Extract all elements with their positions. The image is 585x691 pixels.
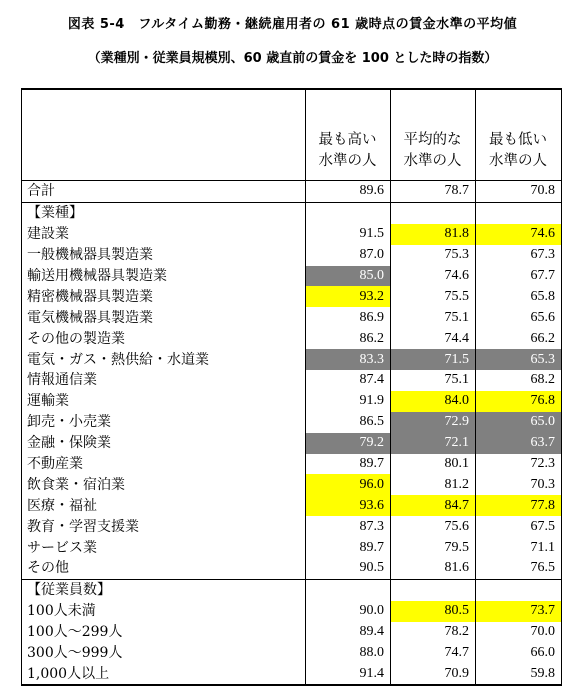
table-row: [22, 558, 562, 579]
value-average: 84.7: [391, 495, 476, 516]
value-average: 81.2: [391, 474, 476, 495]
value-lowest: 65.0: [476, 412, 562, 433]
table-row: [22, 601, 562, 622]
header-corner: [22, 89, 306, 181]
value-lowest: 72.3: [476, 454, 562, 475]
row-label: 【従業員数】: [22, 579, 306, 600]
value-lowest: 59.8: [476, 663, 562, 685]
row-label: 輸送用機械器具製造業: [22, 266, 306, 287]
value-highest: 87.3: [306, 516, 391, 537]
value-average: 75.5: [391, 286, 476, 307]
table-row: [22, 370, 562, 391]
value-average: 72.1: [391, 433, 476, 454]
value-highest: 83.3: [306, 349, 391, 370]
row-label: 飲食業・宿泊業: [22, 474, 306, 495]
table-row: [22, 495, 562, 516]
table-row: [22, 643, 562, 664]
row-label: 1,000人以上: [22, 663, 306, 685]
row-label: 【業種】: [22, 202, 306, 223]
table-row: [22, 537, 562, 558]
row-label: 金融・保険業: [22, 433, 306, 454]
row-label: 卸売・小売業: [22, 412, 306, 433]
value-highest: 86.2: [306, 328, 391, 349]
value-lowest: 68.2: [476, 370, 562, 391]
value-lowest: 63.7: [476, 433, 562, 454]
value-lowest: 73.7: [476, 601, 562, 622]
value-average: 70.9: [391, 663, 476, 685]
value-lowest: 67.7: [476, 266, 562, 287]
row-label: 電気・ガス・熱供給・水道業: [22, 349, 306, 370]
value-lowest: 65.8: [476, 286, 562, 307]
page-title: 図表 5-4 フルタイム勤務・継続雇用者の 61 歳時点の賃金水準の平均値: [67, 17, 518, 32]
table-row: [22, 579, 562, 600]
value-average: 75.3: [391, 245, 476, 266]
header-highest: 最も高い 水準の人: [306, 89, 391, 181]
value-average: 81.6: [391, 558, 476, 579]
value-average: [391, 202, 476, 223]
value-highest: 89.7: [306, 454, 391, 475]
row-label: 運輸業: [22, 391, 306, 412]
header-average: 平均的な 水準の人: [391, 89, 476, 181]
value-highest: 88.0: [306, 643, 391, 664]
value-lowest: 77.8: [476, 495, 562, 516]
table-row: [22, 622, 562, 643]
value-average: 71.5: [391, 349, 476, 370]
row-label: 合計: [22, 181, 306, 203]
value-average: 78.7: [391, 181, 476, 203]
row-label: その他の製造業: [22, 328, 306, 349]
value-lowest: [476, 202, 562, 223]
value-average: 75.1: [391, 307, 476, 328]
row-label: 100人未満: [22, 601, 306, 622]
table-row: [22, 307, 562, 328]
value-highest: 87.4: [306, 370, 391, 391]
table-row: [22, 516, 562, 537]
row-label: 教育・学習支援業: [22, 516, 306, 537]
value-average: 80.1: [391, 454, 476, 475]
table-body: [22, 89, 562, 685]
table-row: [22, 202, 562, 223]
header-row: [22, 89, 562, 181]
page-subtitle: （業種別・従業員規模別、60 歳直前の賃金を 100 とした時の指数）: [87, 51, 498, 66]
value-highest: 89.6: [306, 181, 391, 203]
table-row: [22, 224, 562, 245]
value-highest: 89.4: [306, 622, 391, 643]
value-highest: [306, 202, 391, 223]
header-lowest: 最も低い 水準の人: [476, 89, 562, 181]
value-highest: 91.9: [306, 391, 391, 412]
value-highest: 91.5: [306, 224, 391, 245]
table-row: [22, 349, 562, 370]
value-lowest: 65.3: [476, 349, 562, 370]
value-average: 74.6: [391, 266, 476, 287]
value-lowest: 70.0: [476, 622, 562, 643]
table-row: [22, 245, 562, 266]
value-average: 74.7: [391, 643, 476, 664]
value-highest: 87.0: [306, 245, 391, 266]
value-lowest: 70.8: [476, 181, 562, 203]
value-average: 80.5: [391, 601, 476, 622]
value-highest: 79.2: [306, 433, 391, 454]
value-lowest: 76.5: [476, 558, 562, 579]
value-highest: 90.5: [306, 558, 391, 579]
table-row: [22, 454, 562, 475]
value-lowest: 67.3: [476, 245, 562, 266]
value-highest: 89.7: [306, 537, 391, 558]
value-lowest: 76.8: [476, 391, 562, 412]
value-highest: 93.6: [306, 495, 391, 516]
value-lowest: 67.5: [476, 516, 562, 537]
table-row: [22, 663, 562, 685]
table-row: [22, 412, 562, 433]
value-highest: 96.0: [306, 474, 391, 495]
row-label: 一般機械器具製造業: [22, 245, 306, 266]
value-average: 72.9: [391, 412, 476, 433]
value-highest: 85.0: [306, 266, 391, 287]
value-average: 74.4: [391, 328, 476, 349]
table-row: [22, 474, 562, 495]
value-average: 78.2: [391, 622, 476, 643]
value-lowest: 74.6: [476, 224, 562, 245]
table-row: [22, 391, 562, 412]
table-row: [22, 266, 562, 287]
value-lowest: 70.3: [476, 474, 562, 495]
value-highest: 86.5: [306, 412, 391, 433]
row-label: 100人～299人: [22, 622, 306, 643]
value-average: 84.0: [391, 391, 476, 412]
table-row: [22, 328, 562, 349]
table-row: [22, 286, 562, 307]
row-label: サービス業: [22, 537, 306, 558]
value-average: 75.6: [391, 516, 476, 537]
value-lowest: 66.0: [476, 643, 562, 664]
value-lowest: [476, 579, 562, 600]
value-lowest: 66.2: [476, 328, 562, 349]
value-average: [391, 579, 476, 600]
row-label: 不動産業: [22, 454, 306, 475]
value-average: 75.1: [391, 370, 476, 391]
value-highest: [306, 579, 391, 600]
row-label: 精密機械器具製造業: [22, 286, 306, 307]
row-label: 情報通信業: [22, 370, 306, 391]
row-label: 建設業: [22, 224, 306, 245]
wage-index-table: [21, 88, 562, 686]
value-average: 81.8: [391, 224, 476, 245]
value-highest: 91.4: [306, 663, 391, 685]
table-row: [22, 433, 562, 454]
value-lowest: 71.1: [476, 537, 562, 558]
value-lowest: 65.6: [476, 307, 562, 328]
row-label: 医療・福祉: [22, 495, 306, 516]
value-highest: 90.0: [306, 601, 391, 622]
row-label: 300人～999人: [22, 643, 306, 664]
value-highest: 86.9: [306, 307, 391, 328]
row-label: 電気機械器具製造業: [22, 307, 306, 328]
value-average: 79.5: [391, 537, 476, 558]
row-label: その他: [22, 558, 306, 579]
value-highest: 93.2: [306, 286, 391, 307]
table-row: [22, 181, 562, 203]
